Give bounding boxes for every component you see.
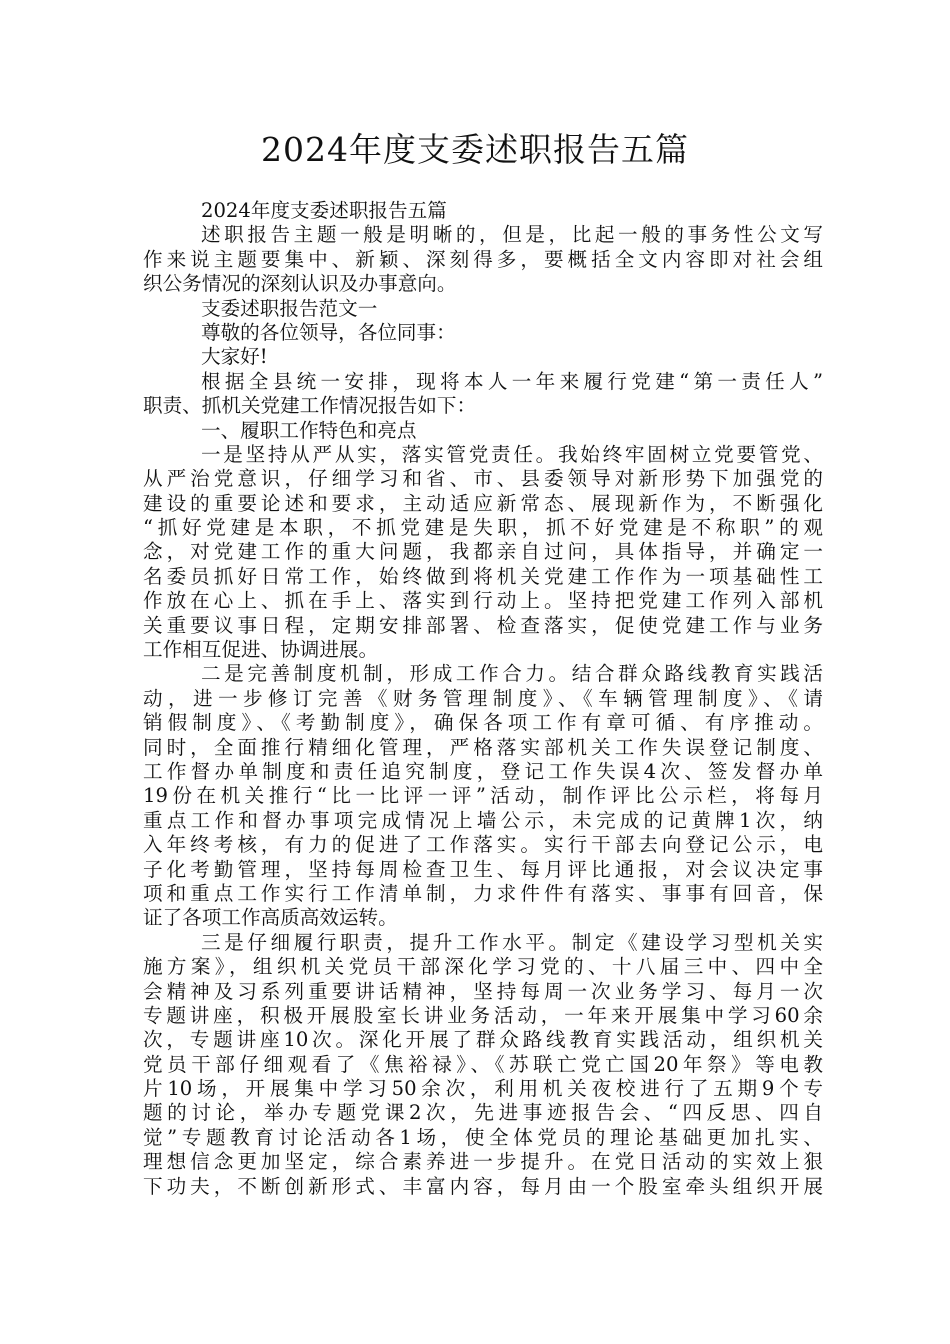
- text-line: 专题讲座，积极开展股室长讲业务活动，一年来开展集中学习60余: [143, 1003, 823, 1027]
- text-line: 念，对党建工作的重大问题，我都亲自过问，具体指导，并确定一: [143, 540, 823, 564]
- text-line: 三是仔细履行职责，提升工作水平。制定《建设学习型机关实: [201, 930, 823, 954]
- text-line: 名委员抓好日常工作，始终做到将机关党建工作作为一项基础性工: [143, 564, 823, 588]
- text-line: 述职报告主题一般是明晰的，但是，比起一般的事务性公文写: [201, 223, 823, 247]
- text-line: 题的讨论，举办专题党课2次，先进事迹报告会、“四反思、四自: [143, 1101, 823, 1125]
- text-line: 施方案》，组织机关党员干部深化学习党的、十八届三中、四中全: [143, 955, 823, 979]
- text-line: 一、履职工作特色和亮点: [201, 418, 417, 442]
- text-line: 织公务情况的深刻认识及办事意向。: [143, 272, 457, 296]
- text-line: 职责、抓机关党建工作情况报告如下：: [143, 394, 477, 418]
- text-line: 理想信念更加坚定，综合素养进一步提升。在党日活动的实效上狠: [143, 1150, 823, 1174]
- text-line: 19份在机关推行“比一比评一评”活动，制作评比公示栏，将每月: [143, 784, 823, 808]
- text-line: 觉”专题教育讨论活动各1场，使全体党员的理论基础更加扎实、: [143, 1125, 823, 1149]
- text-line: 支委述职报告范文一: [201, 296, 378, 320]
- text-line: 会精神及习系列重要讲话精神，坚持每周一次业务学习、每月一次: [143, 979, 823, 1003]
- text-line: 同时，全面推行精细化管理，严格落实部机关工作失误登记制度、: [143, 735, 823, 759]
- text-line: 动，进一步修订完善《财务管理制度》、《车辆管理制度》、《请: [143, 686, 823, 710]
- text-line: 尊敬的各位领导，各位同事：: [201, 320, 456, 344]
- text-line: 关重要议事日程，定期安排部署、检查落实，促使党建工作与业务: [143, 613, 823, 637]
- text-line: 重点工作和督办事项完成情况上墙公示，未完成的记黄牌1次，纳: [143, 808, 823, 832]
- text-line: 大家好!: [201, 345, 268, 369]
- text-line: 证了各项工作高质高效运转。: [143, 906, 398, 930]
- text-line: 党员干部仔细观看了《焦裕禄》、《苏联亡党亡国20年祭》等电教: [143, 1052, 823, 1076]
- text-line: 工作相互促进、协调进展。: [143, 638, 379, 662]
- text-line: 子化考勤管理，坚持每周检查卫生、每月评比通报，对会议决定事: [143, 857, 823, 881]
- text-line: 销假制度》、《考勤制度》，确保各项工作有章可循、有序推动。: [143, 711, 823, 735]
- text-line: 作放在心上、抓在手上、落实到行动上。坚持把党建工作列入部机: [143, 589, 823, 613]
- text-line: 项和重点工作实行工作清单制，力求件件有落实、事事有回音，保: [143, 881, 823, 905]
- text-line: 从严治党意识，仔细学习和省、市、县委领导对新形势下加强党的: [143, 467, 823, 491]
- document-title: 2024年度支委述职报告五篇: [261, 130, 689, 169]
- text-line: 工作督办单制度和责任追究制度，登记工作失误4次、签发督办单: [143, 759, 823, 783]
- text-line: 片10场，开展集中学习50余次，利用机关夜校进行了五期9个专: [143, 1077, 823, 1101]
- text-line: 下功夫，不断创新形式、丰富内容，每月由一个股室牵头组织开展: [143, 1174, 823, 1198]
- text-line: 次，专题讲座10次。深化开展了群众路线教育实践活动，组织机关: [143, 1028, 823, 1052]
- text-line: 建设的重要论述和要求，主动适应新常态、展现新作为，不断强化: [143, 491, 823, 515]
- text-line: 一是坚持从严从实，落实管党责任。我始终牢固树立党要管党、: [201, 442, 823, 466]
- text-line: 作来说主题要集中、新颖、深刻得多，要概括全文内容即对社会组: [143, 247, 823, 271]
- document-body: [143, 199, 823, 1199]
- text-line: “抓好党建是本职，不抓党建是失职，抓不好党建是不称职”的观: [143, 516, 823, 540]
- text-line: 二是完善制度机制，形成工作合力。结合群众路线教育实践活: [201, 662, 823, 686]
- text-line: 根据全县统一安排，现将本人一年来履行党建“第一责任人”: [201, 369, 823, 393]
- text-line: 2024年度支委述职报告五篇: [201, 199, 447, 222]
- text-line: 入年终考核，有力的促进了工作落实。实行干部去向登记公示，电: [143, 833, 823, 857]
